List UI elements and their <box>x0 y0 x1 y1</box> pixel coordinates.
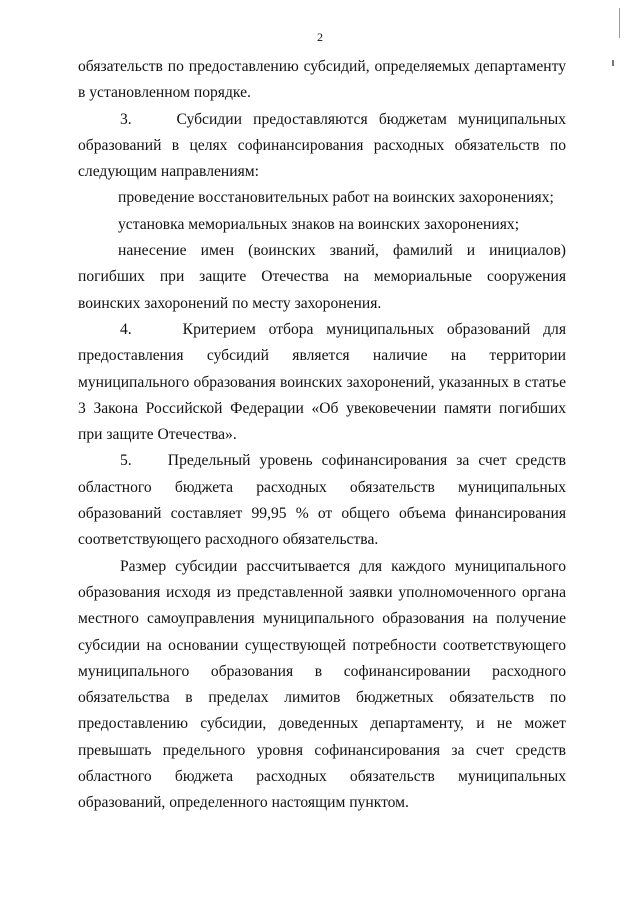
list-item-restoration: проведение восстановительных работ на воинских захоронениях; <box>118 189 554 207</box>
paragraph-continuation: обязательств по предоставлению субсидий, определяемых департаменту в установленном порядке. <box>78 58 566 102</box>
list-item-memorial-signs: установка мемориальных знаков на воинских захоронениях; <box>118 215 520 233</box>
list-item-names: нанесение имен (воинских званий, фамилий и инициалов) погибших при защите Отечества на мемориальные сооружения воинских захоронений по месту захоронения. <box>78 242 566 312</box>
paragraph-item-3: 3. Субсидии предоставляются бюджетам муниципальных образований в целях софинансирования расходных обязательств по следующим направлениям: <box>78 110 566 181</box>
paragraph-item-5: 5. Предельный уровень софинансирования за счет средств областного бюджета расходных обязательств муниципальных образований составляет 99,95 % от общего объема финансирования соответствующего расходного обязательства. <box>78 452 566 549</box>
page-number: 2 <box>317 30 323 44</box>
document-body <box>78 54 566 817</box>
scan-speck <box>612 60 614 66</box>
paragraph-item-4: 4. Критерием отбора муниципальных образований для предоставления субсидий является наличие на территории муниципального образования воинских захоронений, указанных в статье 3 Закона Российской Федерации «Об увековечении памяти погибших при защите Отечества». <box>78 320 566 444</box>
paragraph-subsidy-size: Размер субсидии рассчитывается для каждого муниципального образования исходя из представленной заявки уполномоченного органа местного самоуправления муниципального образования на получение субсидии на основании существующей потребности соответствующего муниципального образования в софинансировании расходного обязательства в пределах лимитов бюджетных обязательств по предоставлению субсидии, доведенных департаменту, и не может превышать предельного уровня софинансирования за счет средств областного бюджета расходных обязательств муниципальных образований, определенного настоящим пунктом. <box>78 557 566 812</box>
